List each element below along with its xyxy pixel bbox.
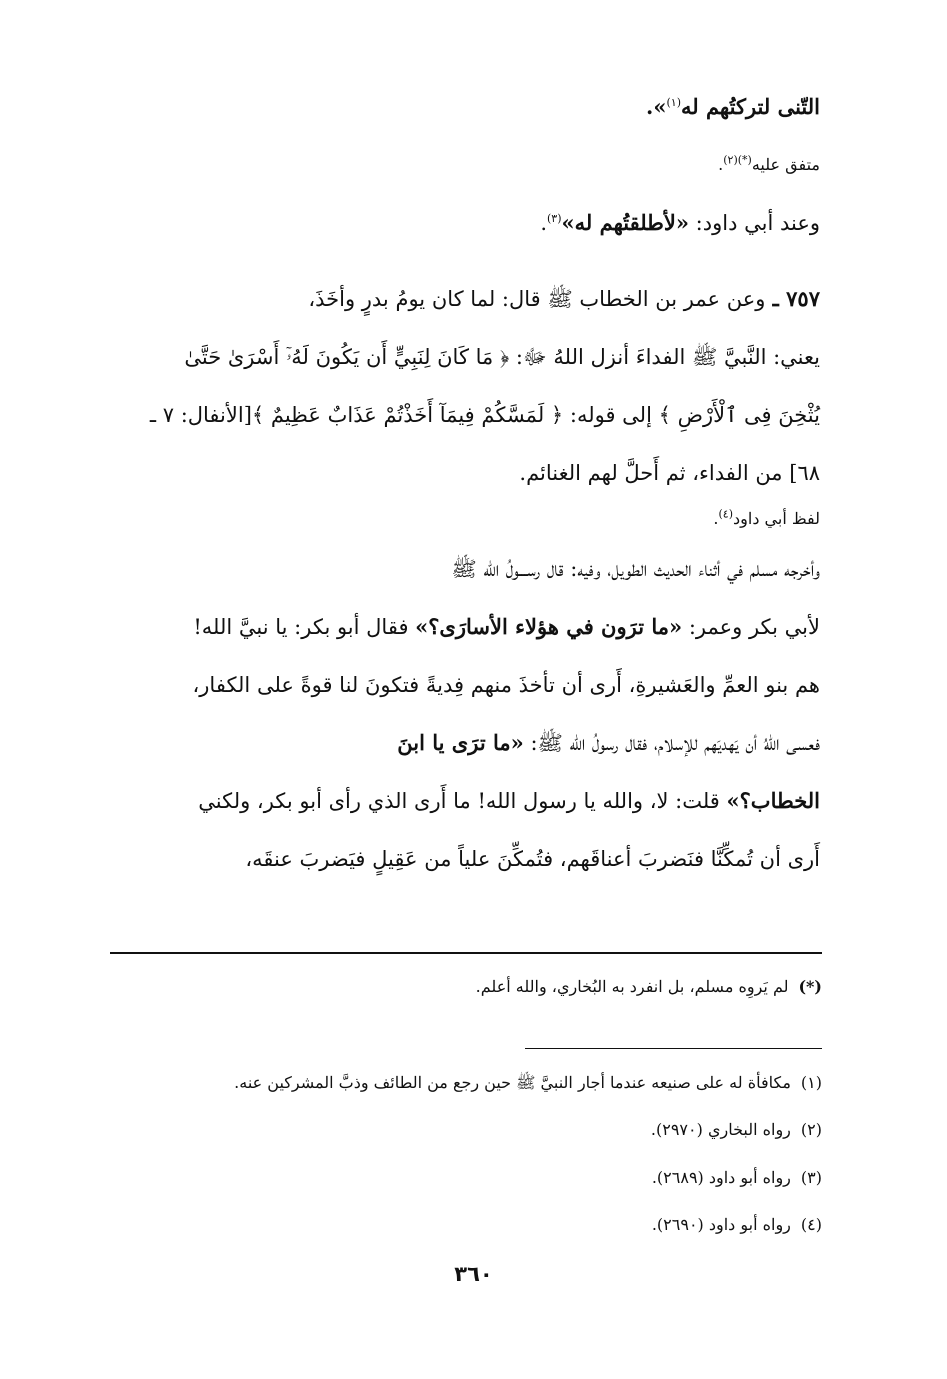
muslim-line-4: فعسى اللهُ أن يَهديَهم للإسلام، فقال رسولُ الله ﷺ: «ما ترَى يا ابنَ [397,730,820,755]
footnote-separator [110,952,822,954]
line-agreed: متفق عليه$^{(*)(٢)}$. [718,153,820,174]
line-lafz: لفظ أبي داود$^{(٤)}$. [713,507,820,528]
hadith-757-line-2: يعني: النَّبيَّ ﷺ الفداءَ أنزل اللهُ ﷻ: ﴿ مَا كَانَ لِنَبِيٍّ أَن يَكُونَ لَهُۥٓ أَسْرَىٰ حَتَّىٰ [184,345,820,369]
footnote-ref-3: (٣) [547,212,562,225]
muslim-line-2: لأبي بكر وعمر: «ما ترَون في هؤلاء الأسارَى؟» فقال أبو بكر: يا نبيَّ الله! [193,614,820,639]
muslim-line-6: أَرى أن تُمكِّنَّا فنَضربَ أعناقَهم، فتُمكِّنَ علياً من عَقِيلٍ فيَضربَ عنقَه، [245,847,820,871]
footnote-separator-short [525,1048,822,1049]
muslim-line-1: وأخرجه مسلم في أثناء الحديث الطويل، وفيه: قال رســـولُ الله ﷺ [451,557,820,581]
footnote-1: (١)مكافأة له على صنيعه عندما أجار النبيَّ ﷺ حين رجع من الطائف وذبَّ المشركين عنه. [234,1073,822,1092]
footnote-star: (*)لم يَروِه مسلم، بل انفرد به البُخاري، والله أعلم. [108,972,822,1002]
page-number: ٣٦٠ [454,1262,493,1286]
star-marker: (*) [798,977,822,996]
muslim-line-5: الخطاب؟» قلت: لا، والله يا رسول الله! ما أَرى الذي رأى أبو بكر، ولكني [198,788,820,813]
footnote-ref-2: (*)(٢) [723,153,752,167]
footnote-3: (٣)رواه أبو داود (٢٦٨٩). [651,1168,822,1187]
muslim-line-3: هم بنو العمِّ والعَشيرةِ، أَرى أن تأخذَ منهم فِديةً فتكونَ لنا قوةً على الكفار، [192,673,820,697]
footnote-ref-4: (٤) [718,507,734,521]
hadith-757-line-4: ٦٨] من الفداء، ثم أَحلَّ لهم الغنائم. [519,461,820,485]
hadith-757-line-3: يُثْخِنَ فِى ٱلْأَرْضِ ﴾ إلى قوله: ﴿ لَمَسَّكُمْ فِيمَآ أَخَذْتُمْ عَذَابٌ عَظِيمٌ ﴾[الأنفال: ٧ ـ [149,403,820,427]
line-1: التّنى لتركتُهم له$^{(١)}$». [646,94,820,119]
hadith-number: ٧٥٧ ـ [765,286,820,311]
footnote-2: (٢)رواه البخاري (٢٩٧٠). [650,1120,822,1139]
footnote-4: (٤)رواه أبو داود (٢٦٩٠). [651,1215,822,1234]
footnote-ref-1: (١) [666,96,681,109]
hadith-757-line-1: ٧٥٧ ـ وعن عمر بن الخطاب ﷺ قال: لما كان يومُ بدرٍ وأخَذَ، [308,286,820,311]
quote-end: التّنى لتركتُهم له [680,94,820,119]
line-abu-dawud: وعند أبي داود: «لأطلقتُهم له»$^{(٣)}$. [540,210,820,235]
